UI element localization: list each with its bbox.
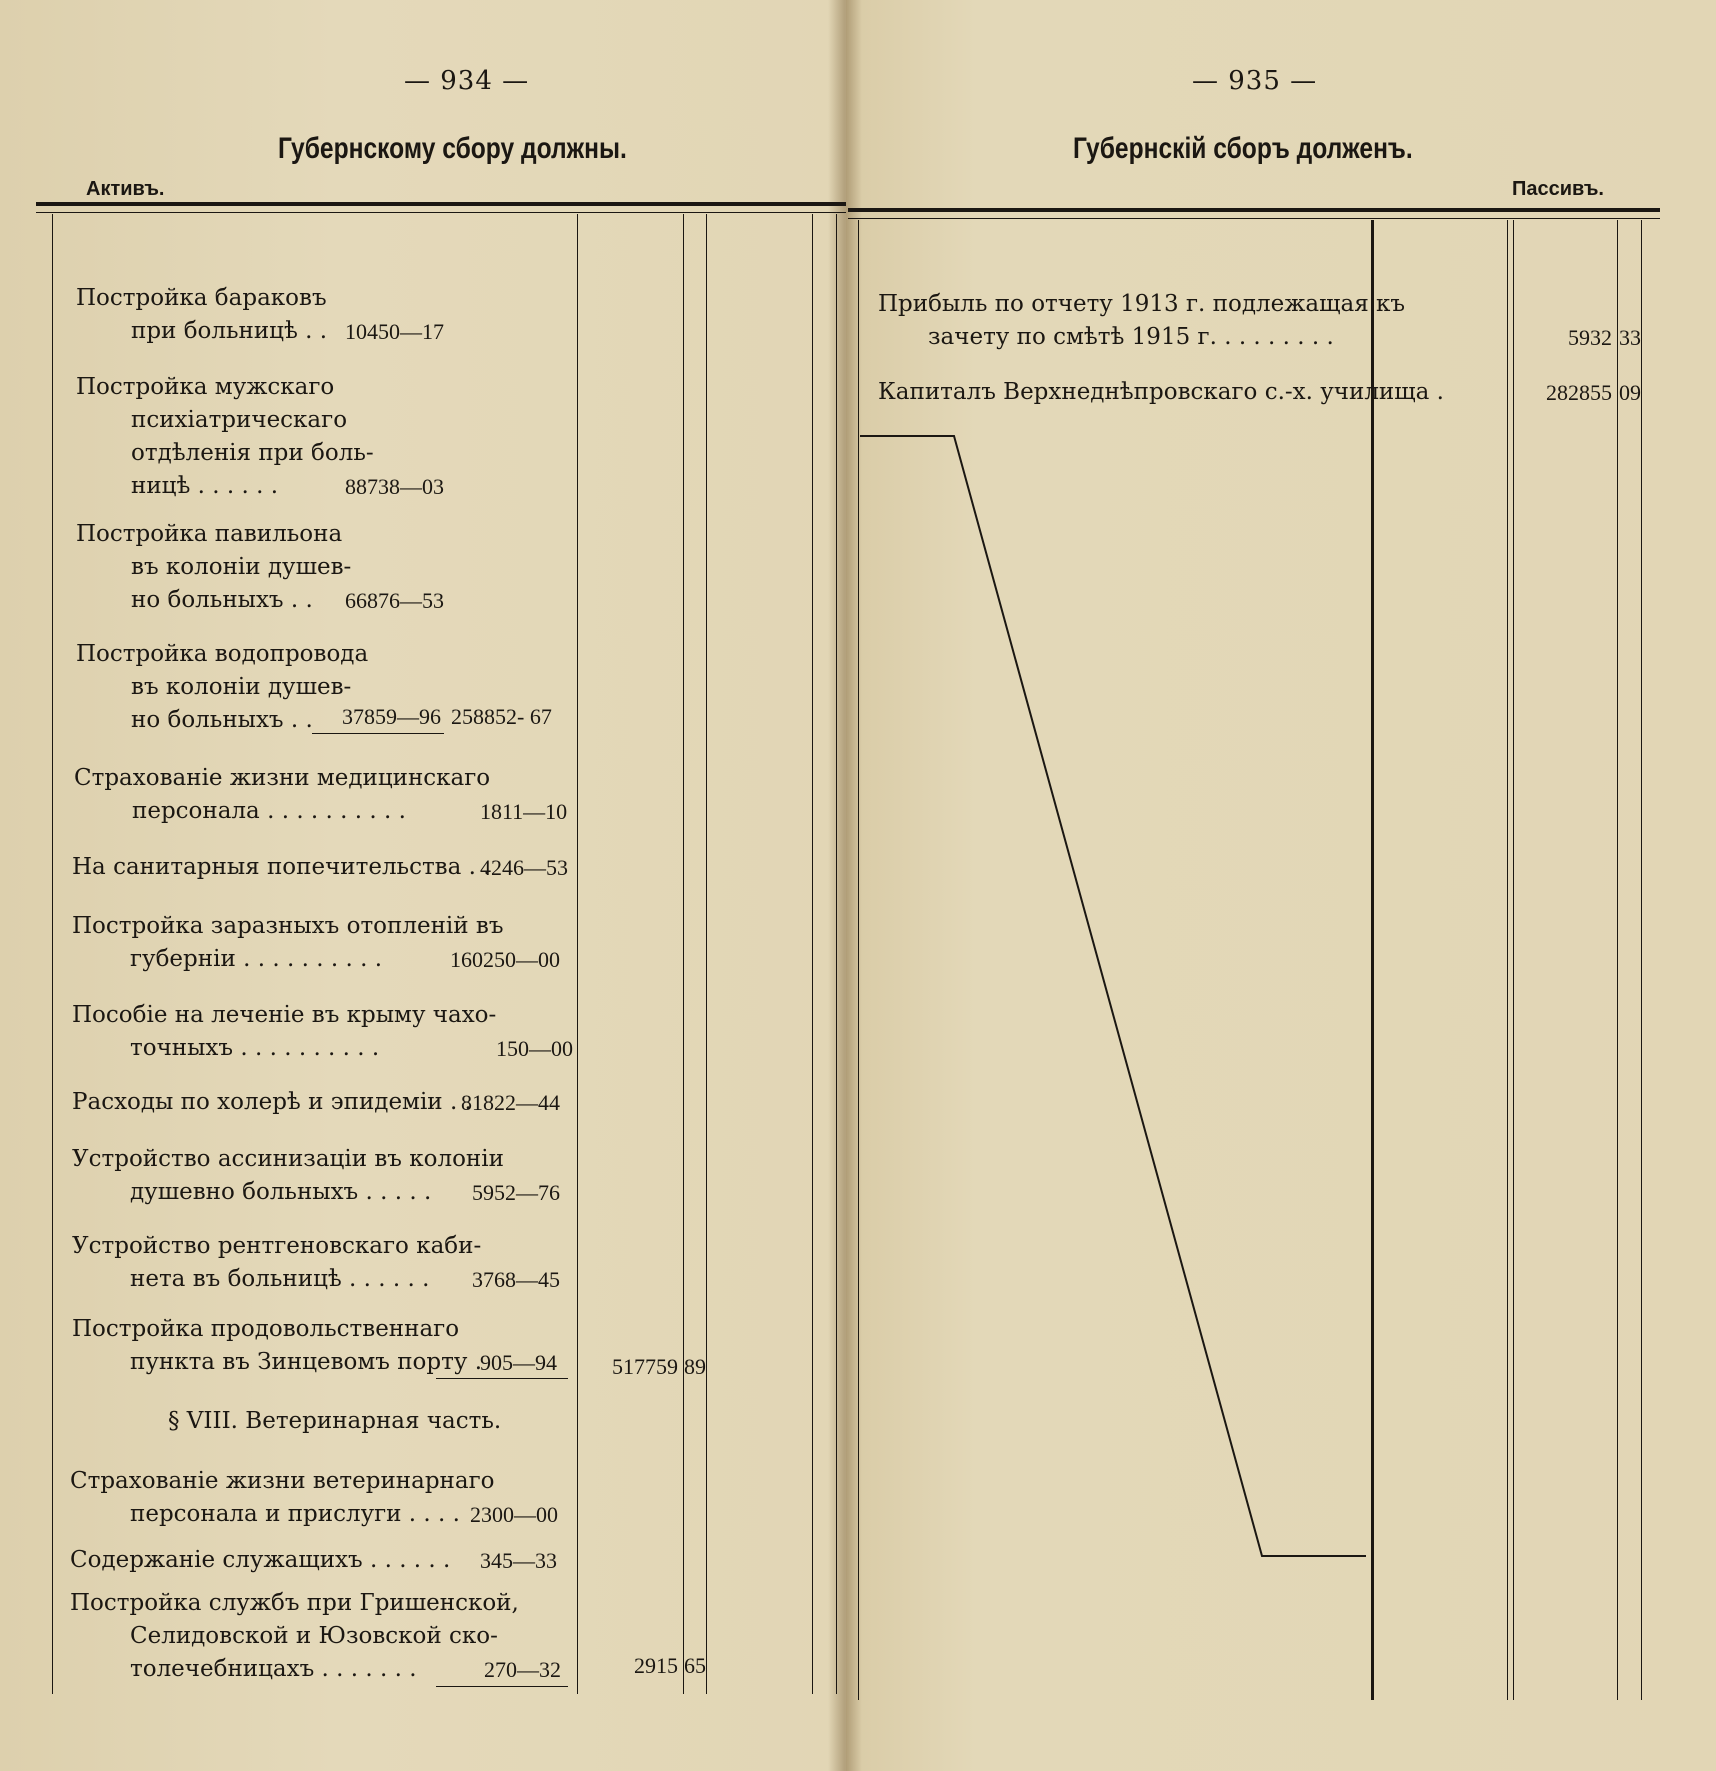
left-header-rule [36,202,846,206]
entry-verkhnedneprovsk-school-capital: Капиталъ Верхнеднѣпровскаго с.-х. училища . [878,379,1444,405]
entry-xray-room: Устройство рентгеновскаго каби- нета въ больницѣ . . . . . . [72,1233,482,1292]
entry-barracks: Постройка бараковъ при больницѣ . . [76,285,328,344]
entry-infectious-heating: Постройка заразныхъ отопленiй въ губернiи . . . . . . . . . . [72,913,504,972]
amount: 2300—00 [470,1502,558,1527]
left-table-border [52,214,53,1694]
right-header-rule [848,208,1660,212]
left-rub-kop-line [683,214,684,1694]
entry-sanitation-colony: Устройство ассинизацiи въ колонiи душевно больныхъ . . . . . [72,1146,504,1205]
entry-life-insurance-medical: Страхованiе жизни медицинскаго персонала . . . . . . . . . . [74,765,491,824]
section-total-kop: 89 [684,1354,706,1379]
entry-pavilion: Постройка павильона въ колонiи душев- но больныхъ . . [76,521,352,613]
subtotal: 258852- 67 [451,704,552,729]
left-outer-line [812,214,813,1694]
entry-staff-salaries: Содержанiе служащихъ . . . . . . [70,1547,451,1573]
amount: 66876—53 [345,588,444,613]
amount: 5952—76 [472,1180,560,1205]
right-outer-line [1641,220,1642,1700]
right-header-rule-thin [848,218,1660,219]
section-total-rub: 517759 [612,1354,678,1379]
total-rule [436,1686,568,1687]
amount: 1811—10 [480,799,568,824]
left-side-label: Активъ. [86,178,165,200]
right-side-label: Пассивъ. [1512,178,1604,200]
amount: 905—94 [480,1350,557,1375]
right-inner-line [1507,220,1508,1700]
amount-kop: 09 [1619,380,1641,405]
amount-rub: 282855 [1546,380,1612,405]
amount: 160250—00 [450,947,560,972]
left-column-line [577,214,578,1694]
entry-psychiatric-dept: Постройка мужскаго психiатрическаго отдѣленiя при боль- ницѣ . . . . . . [76,374,374,499]
entry-sanitary-trusteeships: На санитарныя попечительства . . [72,854,491,880]
entry-life-insurance-veterinary: Страхованiе жизни ветеринарнаго персонала и прислуги . . . . [70,1468,495,1527]
entry-cholera-expenses: Расходы по холерѣ и эпидемiи . . [72,1089,472,1115]
left-header-rule-thin [36,212,846,213]
section-heading-veterinary: § VIII. Ветеринарная часть. [168,1408,502,1434]
subtotal-rule [312,733,444,734]
amount: 81822—44 [461,1090,560,1115]
amount-kop: 33 [1619,325,1641,350]
left-outer-line-2 [836,214,837,1694]
section-total-rub: 2915 [634,1653,678,1678]
entry-profit-1913: Прибыль по отчету 1913 г. подлежащая къ зачету по смѣтѣ 1915 г. . . . . . . . . [878,291,1406,350]
amount: 345—33 [480,1548,557,1573]
amount: 10450—17 [345,319,444,344]
amount: 150—00 [496,1036,573,1061]
right-page-number: — 935 — [1192,66,1318,96]
right-page-title: Губернскiй сборъ долженъ. [1073,132,1413,165]
amount: 37859—96 [342,704,441,729]
section-total-kop: 65 [684,1653,706,1678]
cancellation-line [846,420,1406,1720]
left-page-title: Губернскому сбору должны. [278,132,627,165]
entry-veterinary-buildings: Постройка службъ при Гришенской, Селидовской и Юзовской ско- толечебницахъ . . . . . . . [70,1590,519,1682]
amount: 4246—53 [480,855,568,880]
amount: 88738—03 [345,474,444,499]
left-page-number: — 934 — [404,66,530,96]
right-rub-kop-line [1617,220,1618,1700]
amount: 3768—45 [472,1267,560,1292]
total-rule [436,1378,568,1379]
entry-water-supply: Постройка водопровода въ колонiи душев- но больныхъ . . [76,641,369,733]
amount-rub: 5932 [1568,325,1612,350]
entry-food-station: Постройка продовольственнаго пункта въ Зинцевомъ порту . [72,1316,483,1375]
left-kop-line [706,214,707,1694]
right-inner-line-2 [1513,220,1514,1700]
entry-tuberculosis-treatment: Пособiе на леченiе въ крыму чахо- точныхъ . . . . . . . . . . [72,1002,497,1061]
amount: 270—32 [484,1657,561,1682]
